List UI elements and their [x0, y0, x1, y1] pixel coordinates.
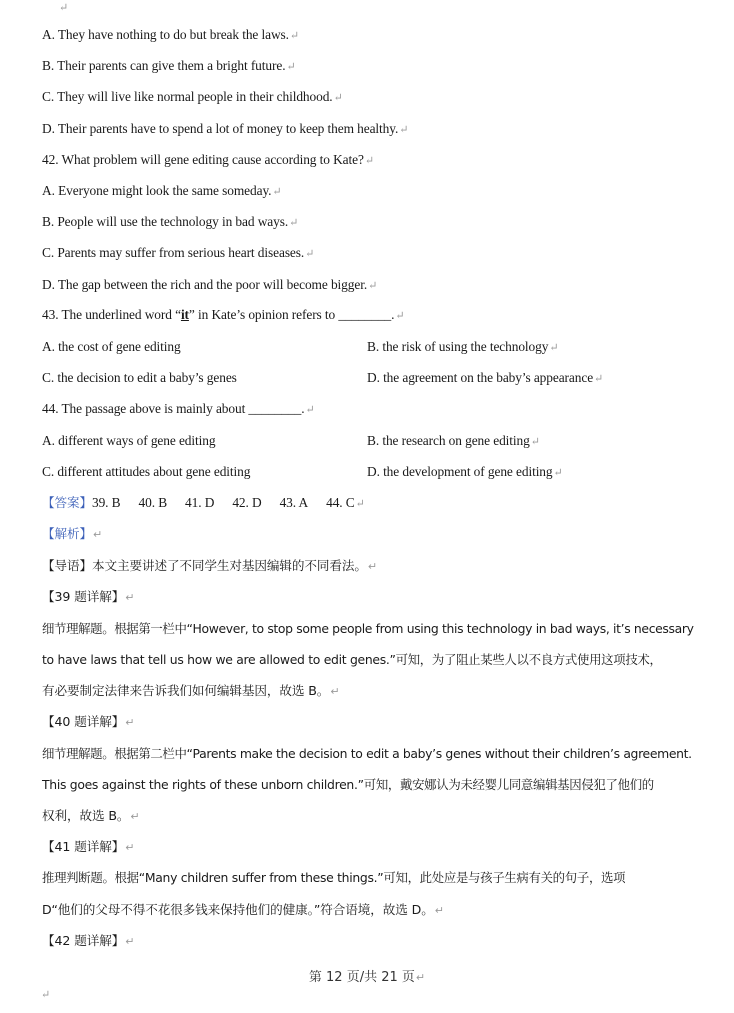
d39-line-3: 有必要制定法律来告诉我们如何编辑基因，故选 B。↵ [42, 683, 340, 698]
q42-stem: 42. What problem will gene editing cause according to Kate?↵ [42, 152, 374, 167]
q42-option-c: C. Parents may suffer from serious heart diseases.↵ [42, 245, 315, 260]
q41-option-d: D. Their parents have to spend a lot of money to keep them healthy.↵ [42, 121, 409, 136]
q42-option-d: D. The gap between the rich and the poor will become bigger.↵ [42, 277, 378, 292]
q43-option-d: D. the agreement on the baby’s appearance↵ [367, 370, 604, 385]
underlined-word: it [180, 307, 189, 322]
q44-option-c: C. different attitudes about gene editing [42, 464, 251, 479]
d39-line-1: 细节理解题。根据第一栏中“However, to stop some people from using this technology in bad ways, it’s necessary [42, 621, 694, 636]
d41-line-2: D“他们的父母不得不花很多钱来保持他们的健康。”符合语境，故选 D。↵ [42, 902, 444, 917]
d41-heading: 【41 题详解】↵ [42, 839, 135, 854]
d39-line-2: to have laws that tell us how we are allowed to edit genes.”可知，为了阻止某些人以不良方式使用这项技术， [42, 652, 662, 667]
d39-heading: 【39 题详解】↵ [42, 589, 135, 604]
q44-stem: 44. The passage above is mainly about ________.↵ [42, 401, 315, 416]
q43-stem: 43. The underlined word “it” in Kate’s opinion refers to ________.↵ [42, 307, 405, 322]
q41-option-c: C. They will live like normal people in their childhood.↵ [42, 89, 343, 104]
q43-option-c: C. the decision to edit a baby’s genes [42, 370, 237, 385]
d41-line-1: 推理判断题。根据“Many children suffer from these things.”可知，此处应是与孩子生病有关的句子，选项 [42, 870, 626, 885]
d40-line-2: This goes against the rights of these unborn children.”可知，戴安娜认为未经婴儿同意编辑基因侵犯了他们的 [42, 777, 654, 792]
d40-heading: 【40 题详解】↵ [42, 714, 135, 729]
page-footer: 第 12 页/共 21 页↵ [308, 970, 426, 985]
q43-option-a: A. the cost of gene editing [42, 339, 181, 354]
answer-label: 【答案】 [42, 495, 92, 510]
answer-line: 【答案】39. B 40. B 41. D 42. D 43. A 44. C↵ [42, 495, 365, 510]
q44-option-b: B. the research on gene editing↵ [367, 433, 540, 448]
q44-option-d: D. the development of gene editing↵ [367, 464, 563, 479]
q42-option-a: A. Everyone might look the same someday.↵ [42, 183, 282, 198]
q42-option-b: B. People will use the technology in bad ways.↵ [42, 214, 299, 229]
analysis-label: 【解析】↵ [42, 526, 103, 541]
guide-text: 【导语】本文主要讲述了不同学生对基因编辑的不同看法。↵ [42, 558, 377, 573]
paragraph-mark: ↵ [41, 989, 51, 1001]
paragraph-mark: ↵ [59, 2, 69, 14]
q43-option-b: B. the risk of using the technology↵ [367, 339, 559, 354]
q41-option-b: B. Their parents can give them a bright future.↵ [42, 58, 296, 73]
q44-option-a: A. different ways of gene editing [42, 433, 216, 448]
d42-heading: 【42 题详解】↵ [42, 933, 135, 948]
q41-option-a: A. They have nothing to do but break the laws.↵ [42, 27, 300, 42]
d40-line-1: 细节理解题。根据第二栏中“Parents make the decision to edit a baby’s genes without their children’s agreement. [42, 746, 692, 761]
d40-line-3: 权利，故选 B。↵ [42, 808, 140, 823]
